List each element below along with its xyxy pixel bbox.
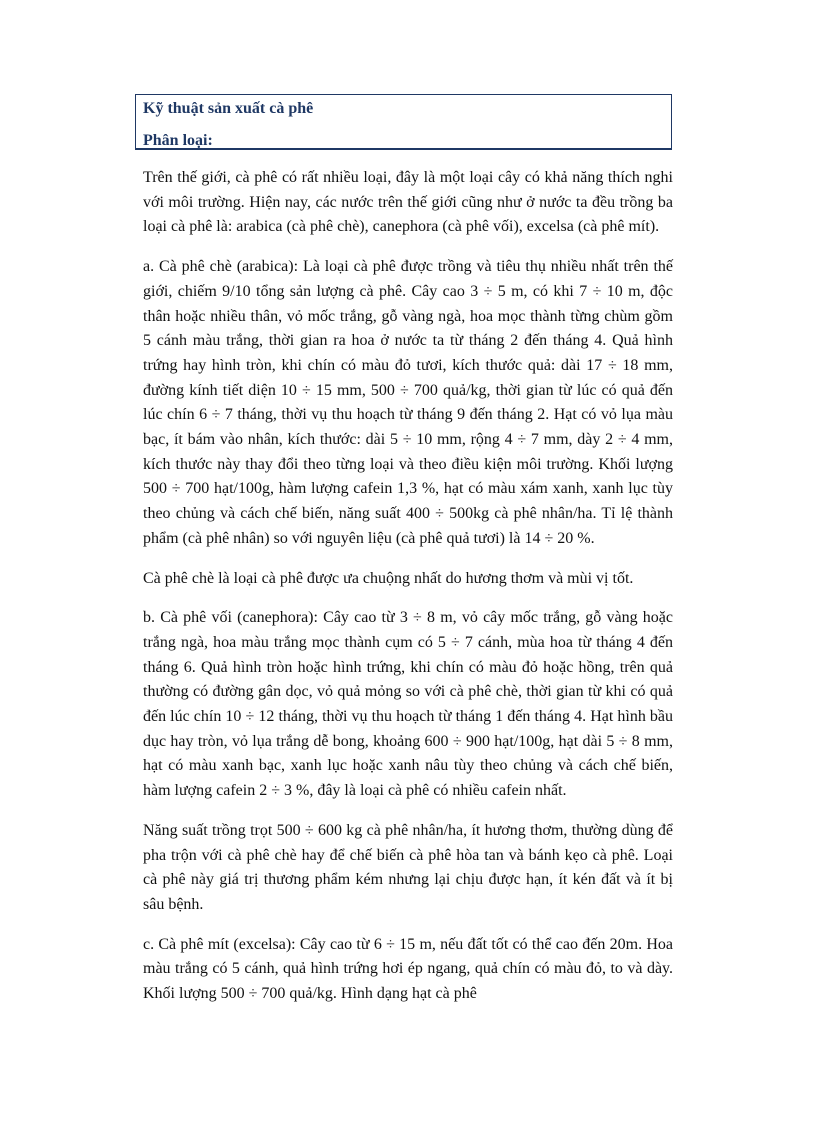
paragraph-canephora-yield: Năng suất trồng trọt 500 ÷ 600 kg cà phê nhân/ha, ít hương thơm, thường dùng để pha trộn với cà phê chè hay để chế biến cà phê hòa tan và bánh kẹo cà phê. Loại cà phê này giá trị thương phẩm kém nhưng lại chịu được hạn, ít kén đất và ít bị sâu bệnh. [143,821,673,913]
paragraph-arabica-note: Cà phê chè là loại cà phê được ưa chuộng nhất do hương thơm và mùi vị tốt. [143,569,634,587]
paragraph-excelsa: c. Cà phê mít (excelsa): Cây cao từ 6 ÷ 15 m, nếu đất tốt có thể cao đến 20m. Hoa màu trắng có 5 cánh, quả hình trứng hơi ép ngang, quả chín có màu đỏ, to và dày. Khối lượng 500 ÷ 700 quả/kg. Hình dạng hạt cà phê [143,935,673,1003]
paragraph-canephora: b. Cà phê vối (canephora): Cây cao từ 3 ÷ 8 m, vỏ cây mốc trắng, gỗ vàng hoặc trắng ngà, hoa màu trắng mọc thành cụm có 5 ÷ 7 cánh, mùa hoa từ tháng 4 đến tháng 6. Quả hình tròn hoặc hình trứng, khi chín có màu đỏ hoặc hồng, trên quả thường có đường gân dọc, vỏ quả mỏng so với cà phê chè, thời gian từ khi có quả đến lúc chín 10 ÷ 12 tháng, thời vụ thu hoạch từ tháng 1 đến tháng 4. Hạt hình bầu dục hay tròn, vỏ lụa trắng dễ bong, khoảng 600 ÷ 900 hạt/100g, hạt dài 5 ÷ 8 mm, hạt có màu xanh bạc, xanh lục hoặc xanh nâu tùy theo chủng và cách chế biến, hàm lượng cafein 2 ÷ 3 %, đây là loại cà phê có nhiều cafein nhất. [143,609,673,800]
document-title: Kỹ thuật sản xuất cà phê [143,100,314,117]
paragraph-intro: Trên thế giới, cà phê có rất nhiều loại, đây là một loại cây có khả năng thích nghi với môi trường. Hiện nay, các nước trên thế giới cũng như ở nước ta đều trồng ba loại cà phê là: arabica (cà phê chè), canephora (cà phê vối), excelsa (cà phê mít). [143,169,673,236]
section-heading: Phân loại: [143,132,213,149]
paragraph-arabica: a. Cà phê chè (arabica): Là loại cà phê được trồng và tiêu thụ nhiều nhất trên thế giới, chiếm 9/10 tổng sản lượng cà phê. Cây cao 3 ÷ 5 m, có khi 7 ÷ 10 m, độc thân hoặc nhiều thân, vỏ mốc trắng, gỗ vàng ngà, hoa mọc thành từng chùm gồm 5 cánh màu trắng, thời gian ra hoa ở nước ta từ tháng 2 đến tháng 4. Quả hình trứng hay hình tròn, khi chín có màu đỏ tươi, kích thước quả: dài 17 ÷ 18 mm, đường kính tiết diện 10 ÷ 15 mm, 500 ÷ 700 quả/kg, thời gian từ lúc có quả đến lúc chín 6 ÷ 7 tháng, thời vụ thu hoạch từ tháng 9 đến tháng 2. Hạt có vỏ lụa màu bạc, ít bám vào nhân, kích thước: dài 5 ÷ 10 mm, rộng 4 ÷ 7 mm, dày 2 ÷ 4 mm, kích thước này thay đổi theo từng loại và theo điều kiện môi trường. Khối lượng 500 ÷ 700 hạt/100g, hàm lượng cafein 1,3 %, hạt có màu xám xanh, xanh lục tùy theo chủng và cách chế biến, năng suất 400 ÷ 500kg cà phê nhân/ha. Tỉ lệ thành phẩm (cà phê nhân) so với nguyên liệu (cà phê quả tươi) là 14 ÷ 20 %. [143,258,673,547]
document-body [143,166,673,1022]
title-box-bottom-rule [135,148,672,150]
